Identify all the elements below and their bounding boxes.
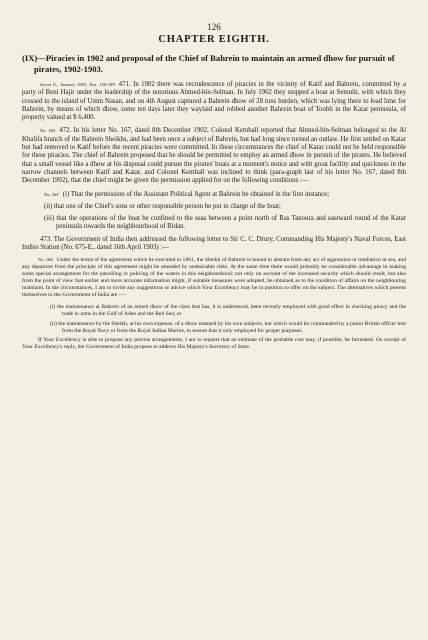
condition-2: (ii) that one of the Chief's sons or other responsible person be put in charge of the boat; [44,202,281,210]
page-number: 126 [207,22,221,32]
section-heading: (IX)—Piracies in 1902 and proposal of the Chief of Bahrein to maintain an armed dhow for pursuit of pirates, 1902-1903. [22,53,395,74]
condition-3: (iii) that the operations of the boat be confined to the seas between a point north of Ras Tanoura and eastward round of the Katar peninsula towards the neighbourhood of Bidan. [44,215,406,231]
chapter-title: CHAPTER EIGHTH. [158,34,270,45]
alternative-1: (i) the maintenance at Bahrein of an armed dhow of the class that has, it is understood, been recently employed with good effect in checking piracy and the trade in arms in the Gulf of Aden and the Red Sea; or [50,303,406,317]
margin-note-471: Secret E., January 1903, Nos. 150-189. [40,82,116,87]
letter-closing: If Your Excellency is able to propose any precise arrangements, I am to request that an estimate of the probable cost may, if possible, be furnished. On receipt of Your Excellency's reply, the Government of India propose to address His Majesty's Secretary of State. [22,337,406,351]
letter-paragraph-1: No. 184. Under the terms of the agreement which he executed in 1861, the Sheikh of Bahrein is bound to abstain from any act of aggression or retaliation at sea, and any departure from the principle of this agreement might be attended by undesirable risks. At the same time there would probably be considerable advantage in making some special arrangement for the patrolling or policing of the waters in this neighbourhood; not only on account of the increased security which should result, but also from the point of view that earlier and more accurate information might, if suitable measures were adopted, be obtained as to the condition of affairs on the neighbouring mainland. In the circumstances, I am to invite any suggestions or advice which Your Excellency may be in position to offer on the subject. The alternatives which present themselves to the Government of India are :— [22,257,407,298]
margin-note-472: No. 165. [40,128,57,134]
paragraph-472 [22,127,406,231]
paragraph-472-text: No. 165. 472. In his letter No. 167, dated 8th December 1902, Colonel Kemball reported that Ahmed-bin-Selman belonged to the Al Khalifa branch of the Bahrein Sheikhs, and had been once a subject of Bahrein, but had long since turned an outlaw. He first settled on Katar but had removed to Katif before the recent piracies were committed. In these circumstances the chief of Katar could not be held responsible for these piracies. The chief of Bahrein proposed that he should be permitted to employ an armed dhow in pursuit of the pirates. He believed that a small vessel like a dhow at his disposal could pursue the pirates' boats at a moment's notice and with great facility and quickness in the narrow channels between Katif and Katar, and Colonel Kemball was inclined to think (para-graph last of his letter No. 167, dated 8th December 1902), that the chief might be given the permission applied for on the following conditions :— [22,127,406,185]
paragraph-473 [22,236,406,351]
margin-note-473: No. 184. [38,257,54,263]
alternative-2: (ii) the maintenance by the Sheikh, at his own expense, of a dhow manned by his own subjects, but which would be commanded by a junior British officer lent from the Royal Navy or from the Royal Indian Marine, to ensure that it only employed for proper purposes. [50,320,406,334]
margin-note-472-b: No. 165. [44,191,60,197]
paragraph-471-text: Secret E., January 1903, Nos. 150-189. 471. In 1902 there was recrudescence of piracies in the vicinity of Katif and Bahrein, committed by a party of Beni Hajir under the leadership of the notorious Ahmed-bin-Selman. In July 1902 they stopped a boat at Semulit, with which they crossed to the island of Umm Nasan, and on 4th August captured a Bahrein dhow of 28 tons burden, which was lying there to load lime for Bahrein, by means of which dhow, some ten days later they waylaid and robbed another Bahrein boat of Toobli in the Katar peninsula, of property valued at $ 6,400. [22,81,406,122]
condition-1: No. 165. (i) That the permission of the Assistant Political Agent at Bahrein be obtained in the first instance; [44,190,330,198]
paragraph-471 [22,81,406,122]
paragraph-473-text: 473. The Government of India then addressed the following letter to Sir C. C. Drury, Commanding His Majesty's Naval Forces, East Indies Station (No. 675-E., dated 16th April 1903) :— [22,235,406,252]
